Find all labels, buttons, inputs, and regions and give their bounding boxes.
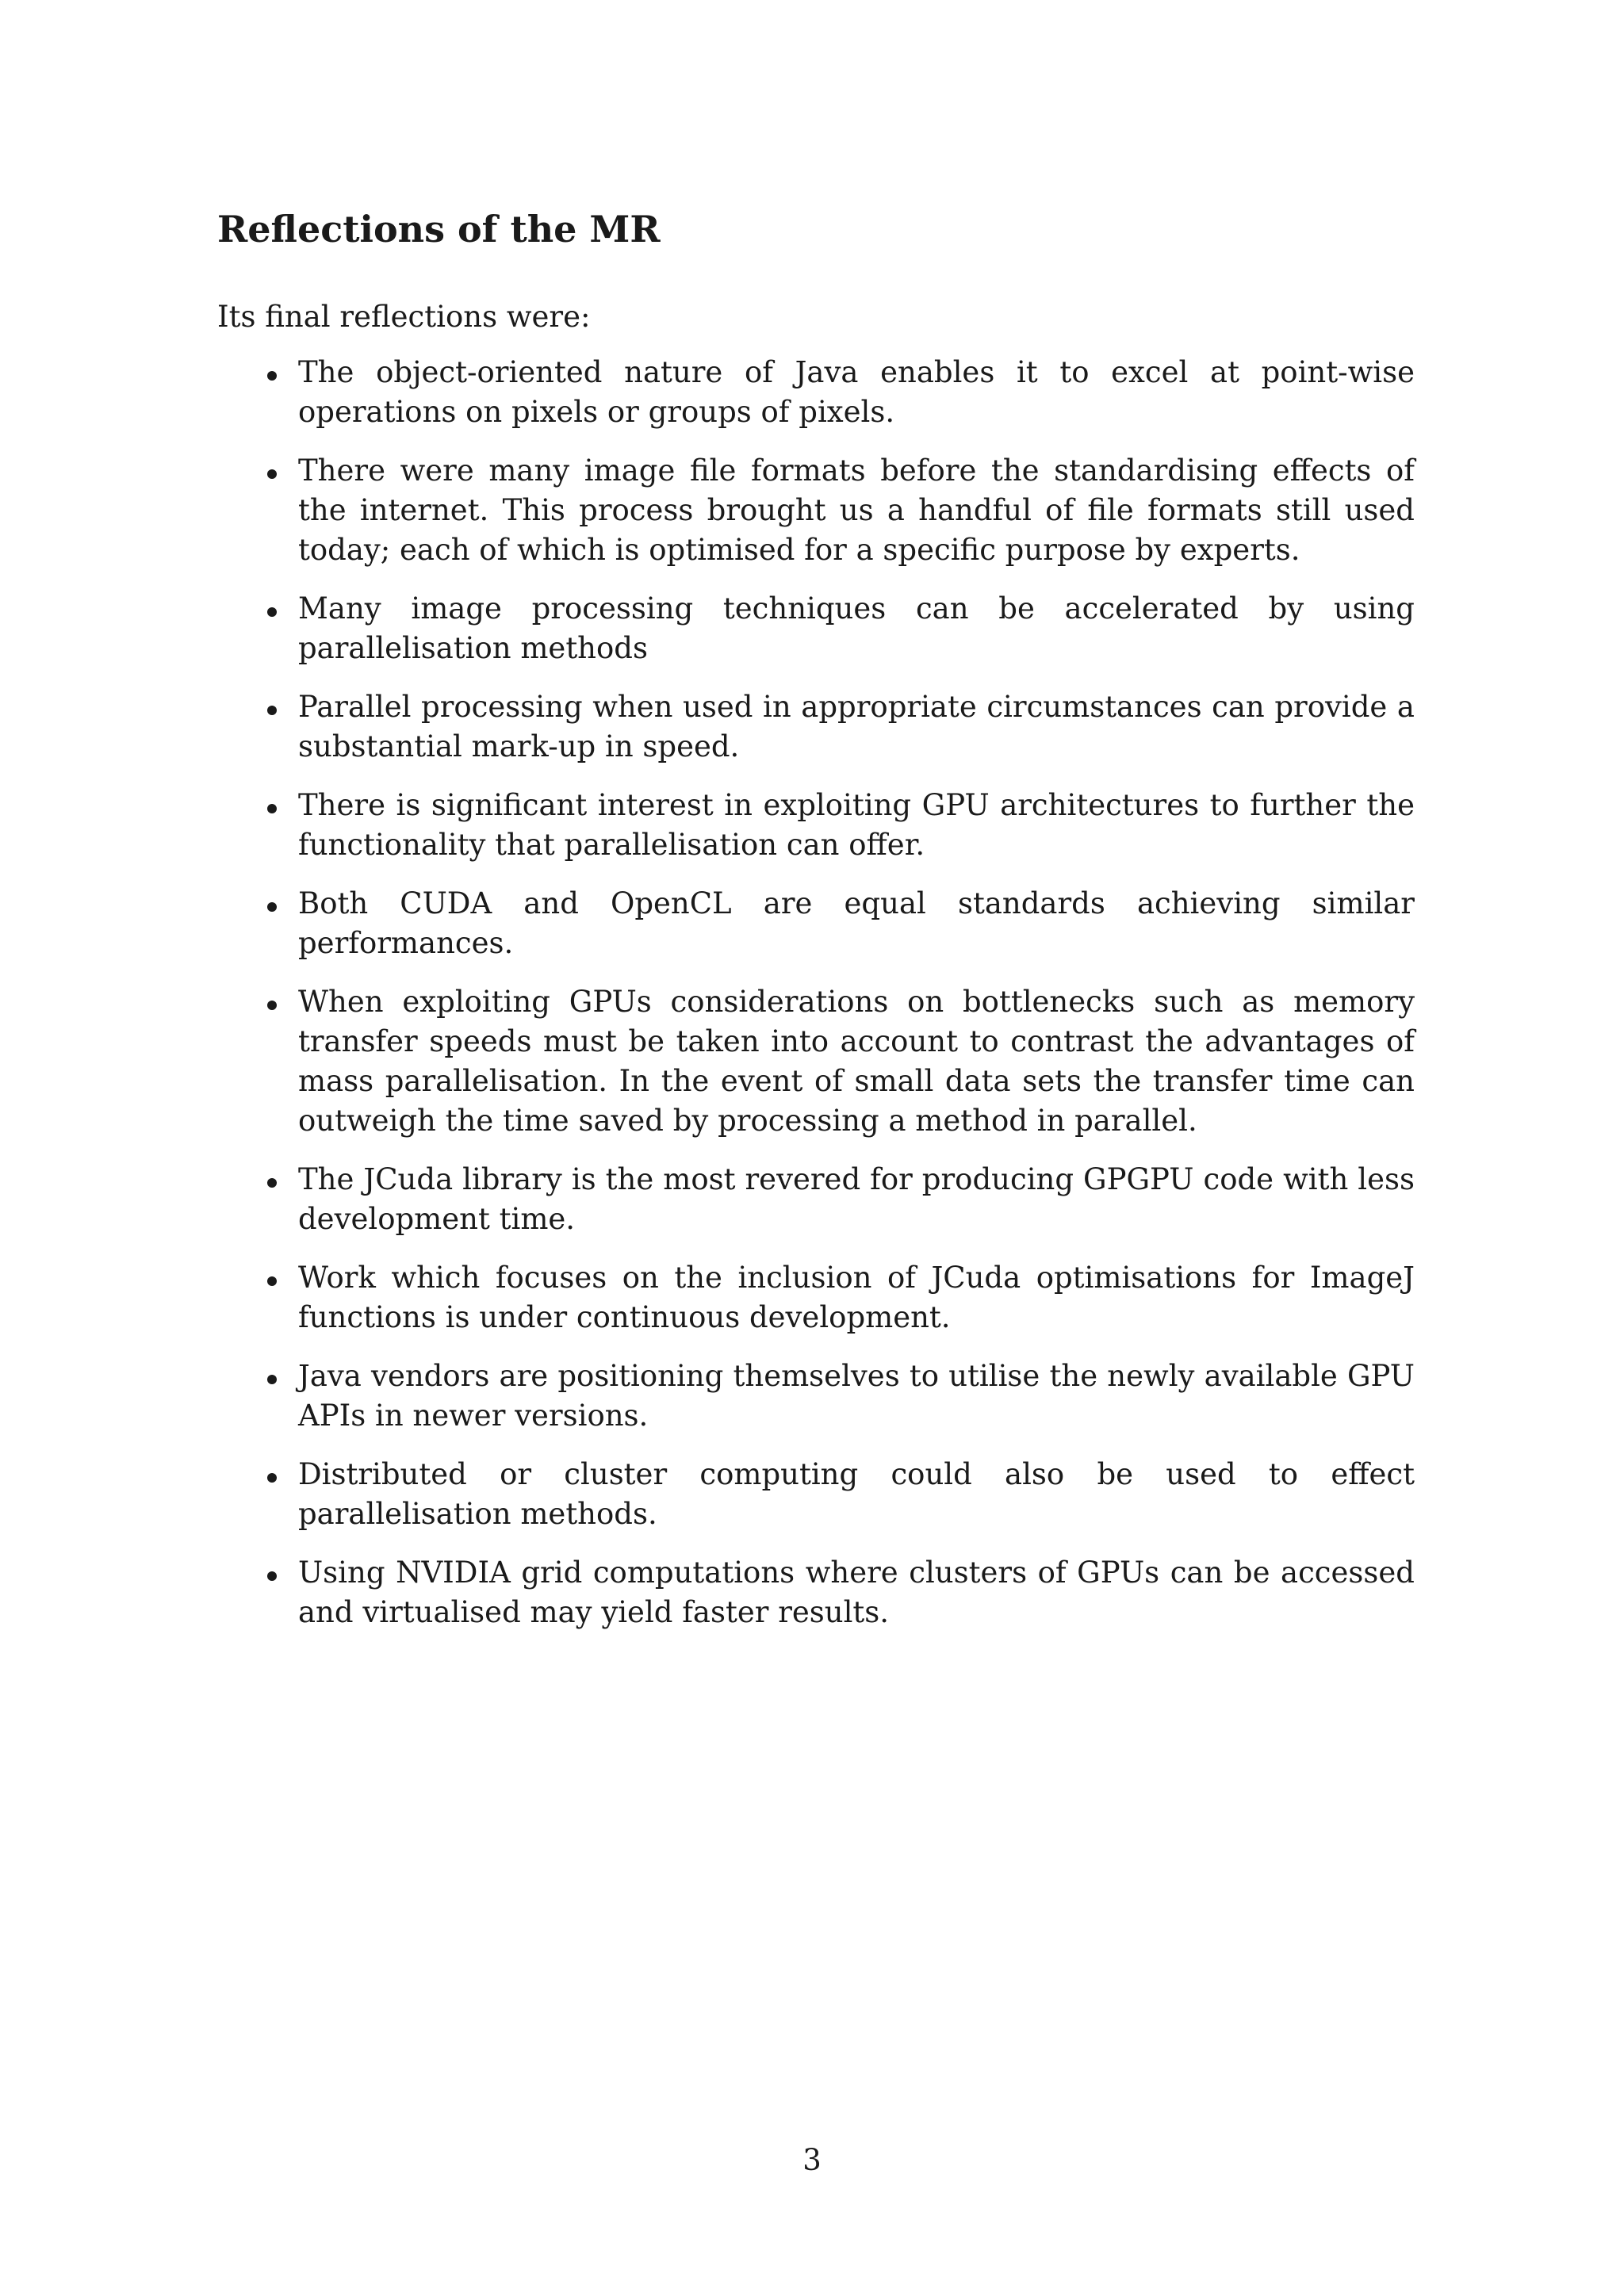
list-item-text: Parallel processing when used in appropriate circumstances can provide a substantial mark-up in speed. [298, 690, 1415, 764]
section-heading: Reflections of the MR [217, 208, 661, 251]
list-item-text: Both CUDA and OpenCL are equal standards achieving similar performances. [298, 886, 1415, 961]
list-item-text: There were many image file formats before the standardising effects of the internet. This process brought us a handful of file formats still used today; each of which is optimised for a specific purpose by experts. [298, 453, 1415, 568]
bullet-icon [267, 607, 277, 617]
list-item [217, 1553, 1415, 1632]
bullet-icon [267, 1571, 277, 1581]
bullet-icon [267, 1001, 277, 1010]
page-content [217, 208, 1415, 1651]
bullet-icon [267, 902, 277, 912]
list-item-text: The object-oriented nature of Java enables it to excel at point-wise operations on pixels or groups of pixels. [298, 355, 1415, 430]
list-item-text: The JCuda library is the most revered for producing GPGPU code with less development time. [298, 1162, 1415, 1237]
bullet-icon [267, 469, 277, 479]
list-item-text: Work which focuses on the inclusion of JCuda optimisations for ImageJ functions is under continuous development. [298, 1261, 1415, 1335]
bullet-icon [267, 1178, 277, 1188]
list-item [217, 884, 1415, 963]
list-item [217, 1455, 1415, 1534]
bullet-icon [267, 1473, 277, 1483]
list-item [217, 982, 1415, 1141]
bullet-icon [267, 371, 277, 381]
list-item-text: Distributed or cluster computing could also be used to effect parallelisation methods. [298, 1457, 1415, 1532]
list-item [217, 1160, 1415, 1239]
list-item [217, 353, 1415, 432]
bullet-icon [267, 706, 277, 715]
list-item-text: Java vendors are positioning themselves to utilise the newly available GPU APIs in newer versions. [298, 1359, 1415, 1433]
list-item [217, 451, 1415, 570]
bullet-icon [267, 1375, 277, 1384]
list-item [217, 589, 1415, 668]
list-item [217, 1357, 1415, 1436]
list-item [217, 786, 1415, 865]
list-item-text: Using NVIDIA grid computations where clusters of GPUs can be accessed and virtualised may yield faster results. [298, 1556, 1415, 1630]
bullet-icon [267, 804, 277, 813]
bullet-list [217, 353, 1415, 1632]
list-item-text: Many image processing techniques can be accelerated by using parallelisation methods [298, 591, 1415, 666]
list-item [217, 687, 1415, 767]
list-item-text: There is significant interest in exploiting GPU architectures to further the functionality that parallelisation can offer. [298, 788, 1415, 863]
page-number: 3 [802, 2143, 822, 2177]
intro-text: Its final reflections were: [217, 300, 591, 335]
list-item [217, 1258, 1415, 1337]
list-item-text: When exploiting GPUs considerations on bottlenecks such as memory transfer speeds must be taken into account to contrast the advantages of mass parallelisation. In the event of small data sets the transfer time can outweigh the time saved by processing a method in parallel. [298, 985, 1415, 1138]
bullet-icon [267, 1276, 277, 1286]
